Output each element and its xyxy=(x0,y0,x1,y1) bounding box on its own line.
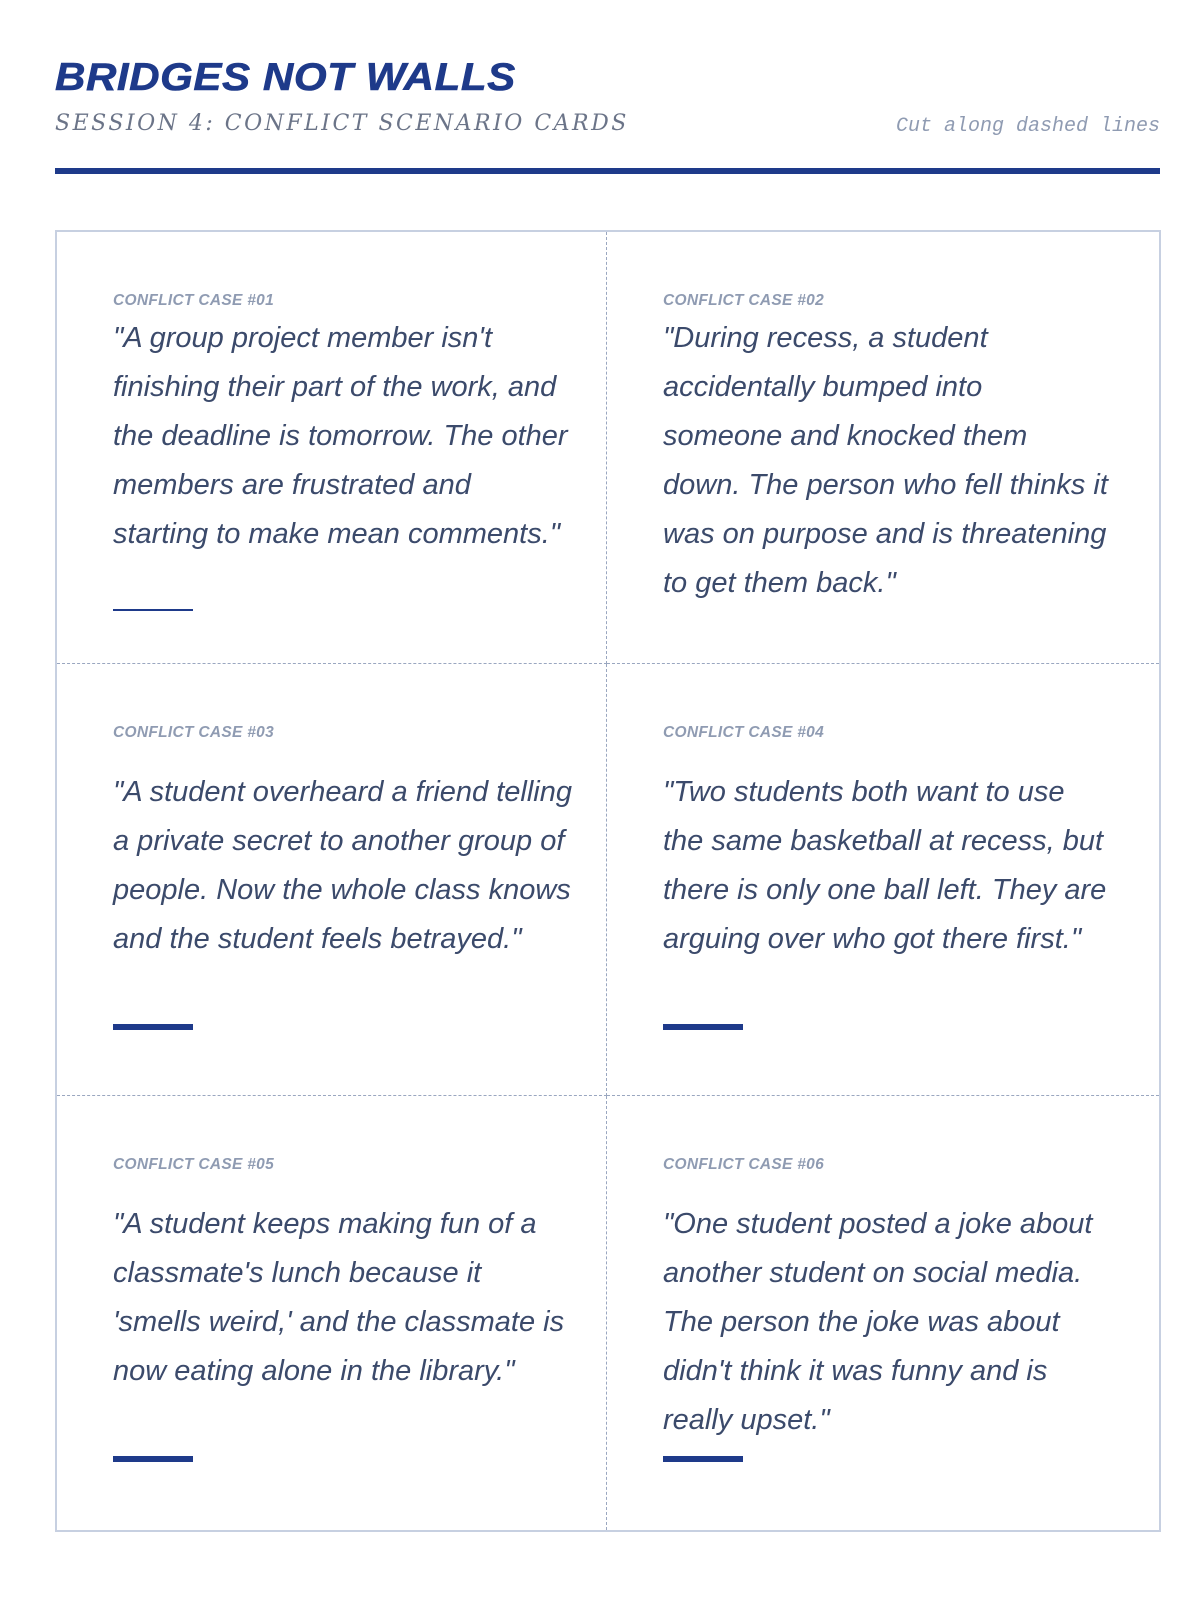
accent-bar xyxy=(663,1024,743,1030)
scenario-card xyxy=(57,664,607,1096)
scenario-card-grid xyxy=(55,230,1161,1532)
case-label: CONFLICT CASE #06 xyxy=(663,1156,824,1173)
scenario-text: "A group project member isn't finishing their part of the work, and the deadline is tomorrow. The other members are frustrated and starting to make mean comments." xyxy=(113,322,568,550)
scenario-text: "One student posted a joke about another student on social media. The person the joke was about didn't think it was funny and is really upset." xyxy=(663,1208,1093,1436)
scenario-card xyxy=(57,232,607,664)
page-title: BRIDGES NOT WALLS xyxy=(55,56,516,99)
case-label: CONFLICT CASE #05 xyxy=(113,1156,274,1173)
scenario-card xyxy=(607,664,1159,1096)
scenario-text: "Two students both want to use the same basketball at recess, but there is only one ball left. They are arguing over who got there first." xyxy=(663,776,1107,955)
header-rule xyxy=(55,168,1160,174)
case-label: CONFLICT CASE #01 xyxy=(113,292,274,309)
accent-bar xyxy=(113,609,193,611)
scenario-text: "During recess, a student accidentally bumped into someone and knocked them down. The person who fell thinks it was on purpose and is threatening to get them back." xyxy=(663,322,1108,599)
accent-bar xyxy=(113,1456,193,1462)
accent-bar xyxy=(113,1024,193,1030)
case-label: CONFLICT CASE #04 xyxy=(663,724,824,741)
cut-instruction: Cut along dashed lines xyxy=(895,115,1160,138)
scenario-card xyxy=(607,232,1159,664)
page-subtitle: SESSION 4: CONFLICT SCENARIO CARDS xyxy=(55,111,629,136)
scenario-card xyxy=(57,1096,607,1530)
scenario-text: "A student overheard a friend telling a private secret to another group of people. Now the whole class knows and the student feels betrayed." xyxy=(113,776,573,955)
scenario-text: "A student keeps making fun of a classmate's lunch because it 'smells weird,' and the classmate is now eating alone in the library." xyxy=(113,1208,565,1387)
case-label: CONFLICT CASE #02 xyxy=(663,292,824,309)
accent-bar xyxy=(663,1456,743,1462)
page-header xyxy=(55,55,1160,138)
scenario-card xyxy=(607,1096,1159,1530)
case-label: CONFLICT CASE #03 xyxy=(113,724,274,741)
